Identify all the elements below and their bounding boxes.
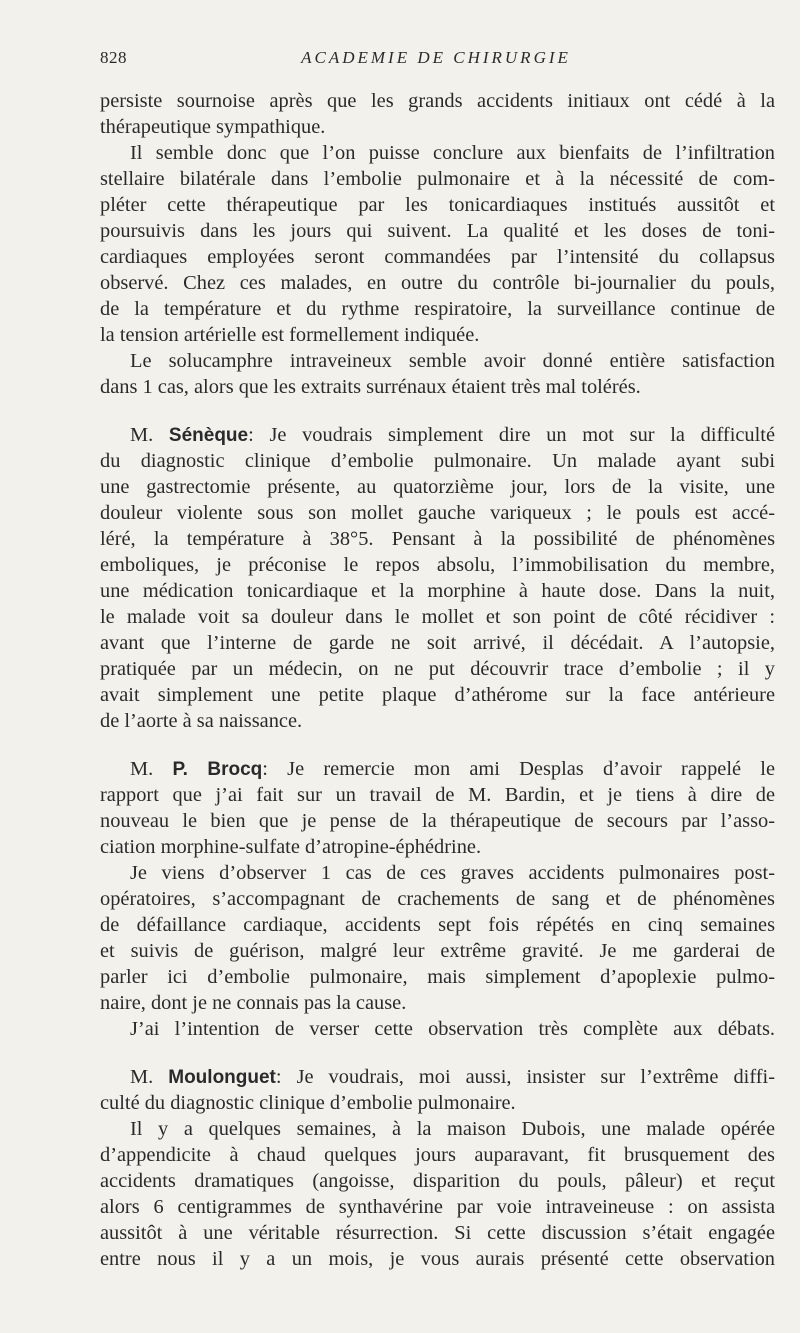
text-line: le malade voit sa douleur dans le mollet et son point de côté récidiver : (100, 606, 775, 628)
text-line: J’ai l’intention de verser cette observation très complète aux débats. (130, 1018, 775, 1040)
text-line: du diagnostic clinique d’embolie pulmonaire. Un malade ayant subi (100, 450, 775, 472)
speaker-prefix: M. (130, 1066, 169, 1088)
text-line: stellaire bilatérale dans l’embolie pulmonaire et à la nécessité de com- (100, 168, 775, 190)
paragraph (100, 88, 775, 140)
text-line: d’appendicite à chaud quelques jours auparavant, fit brusquement des (100, 1144, 775, 1166)
text-line: la tension artérielle est formellement indiquée. (100, 324, 480, 346)
text-line: observé. Chez ces malades, en outre du contrôle bi-journalier du pouls, (100, 272, 775, 294)
text-line: douleur violente sous son mollet gauche variqueux ; le pouls est accé- (100, 502, 775, 524)
paragraph-gap (100, 1042, 775, 1064)
paragraph (100, 1064, 775, 1116)
text-line: léré, la température à 38°5. Pensant à la possibilité de phénomènes (100, 528, 775, 550)
text-line: rapport que j’ai fait sur un travail de M. Bardin, et je tiens à dire de (100, 784, 775, 806)
text-line: Il y a quelques semaines, à la maison Dubois, une malade opérée (130, 1118, 775, 1140)
running-head: ACADEMIE DE CHIRURGIE (301, 48, 571, 67)
text-line: pratiquée par un médecin, on ne put découvrir trace d’embolie ; il y (100, 658, 775, 680)
paragraph (100, 1016, 775, 1042)
text-line: pléter cette thérapeutique par les tonicardiaques institués aussitôt et (100, 194, 775, 216)
text-line: une médication tonicardiaque et la morphine à haute dose. Dans la nuit, (100, 580, 775, 602)
text-line: Il semble donc que l’on puisse conclure aux bienfaits de l’infiltration (130, 142, 775, 164)
paragraph (100, 1116, 775, 1272)
text-line (100, 756, 775, 782)
text-line: naire, dont je ne connais pas la cause. (100, 992, 407, 1014)
text-line-rest: : Je voudrais simplement dire un mot sur la difficulté (248, 424, 775, 446)
text-line (100, 422, 775, 448)
paragraph (100, 348, 775, 400)
paragraph (100, 422, 775, 734)
text-line: de la température et du rythme respiratoire, la surveillance continue de (100, 298, 775, 320)
paragraph-gap (100, 400, 775, 422)
text-line: parler ici d’embolie pulmonaire, mais simplement d’apoplexie pulmo- (100, 966, 775, 988)
text-line: persiste sournoise après que les grands accidents initiaux ont cédé à la (100, 90, 775, 112)
text-line: dans 1 cas, alors que les extraits surrénaux étaient très mal tolérés. (100, 376, 641, 398)
text-line: accidents dramatiques (angoisse, disparition du pouls, pâleur) et reçut (100, 1170, 775, 1192)
text-line: opératoires, s’accompagnant de crachements de sang et de phénomènes (100, 888, 775, 910)
speaker-name: P. Brocq (172, 759, 263, 780)
text-line: de défaillance cardiaque, accidents sept fois répétés en cinq semaines (100, 914, 775, 936)
text-line: entre nous il y a un mois, je vous aurais présenté cette observation (100, 1248, 775, 1270)
paragraph-gap (100, 734, 775, 756)
text-line: une gastrectomie présente, au quatorzième jour, lors de la visite, une (100, 476, 775, 498)
paragraph (100, 860, 775, 1016)
text-line: et suivis de guérison, malgré leur extrême gravité. Je me garderai de (100, 940, 775, 962)
text-line: thérapeutique sympathique. (100, 116, 326, 138)
speaker-prefix: M. (130, 758, 173, 780)
text-line-rest: : Je remercie mon ami Desplas d’avoir rappelé le (262, 758, 775, 780)
text-line: avant que l’interne de garde ne soit arrivé, il décédait. A l’autopsie, (100, 632, 775, 654)
text-line: Je viens d’observer 1 cas de ces graves accidents pulmonaires post- (130, 862, 775, 884)
text-line: aussitôt à une véritable résurrection. Si cette discussion s’était engagée (100, 1222, 775, 1244)
text-line: poursuivis dans les jours qui suivent. La qualité et les doses de toni- (100, 220, 775, 242)
text-line: culté du diagnostic clinique d’embolie pulmonaire. (100, 1092, 516, 1114)
text-line: avait simplement une petite plaque d’athérome sur la face antérieure (100, 684, 775, 706)
speaker-name: Sénèque (168, 425, 249, 446)
paragraph (100, 140, 775, 348)
speaker-prefix: M. (130, 424, 169, 446)
page-header (100, 48, 772, 70)
text-line: alors 6 centigrammes de synthavérine par voie intraveineuse : on assista (100, 1196, 775, 1218)
text-line: ciation morphine-sulfate d’atropine-éphédrine. (100, 836, 482, 858)
text-line-rest: : Je voudrais, moi aussi, insister sur l’extrême diffi- (275, 1066, 776, 1088)
text-line: nouveau le bien que je pense de la thérapeutique de secours par l’asso- (100, 810, 775, 832)
text-line (100, 1064, 775, 1090)
paragraph (100, 756, 775, 860)
speaker-name: Moulonguet (168, 1067, 276, 1088)
body-text (100, 88, 775, 1272)
text-line: emboliques, je préconise le repos absolu, l’immobilisation du membre, (100, 554, 775, 576)
text-line: de l’aorte à sa naissance. (100, 710, 303, 732)
text-line: cardiaques employées seront commandées par l’intensité du collapsus (100, 246, 775, 268)
page-number: 828 (100, 48, 127, 67)
text-line: Le solucamphre intraveineux semble avoir donné entière satisfaction (130, 350, 775, 372)
